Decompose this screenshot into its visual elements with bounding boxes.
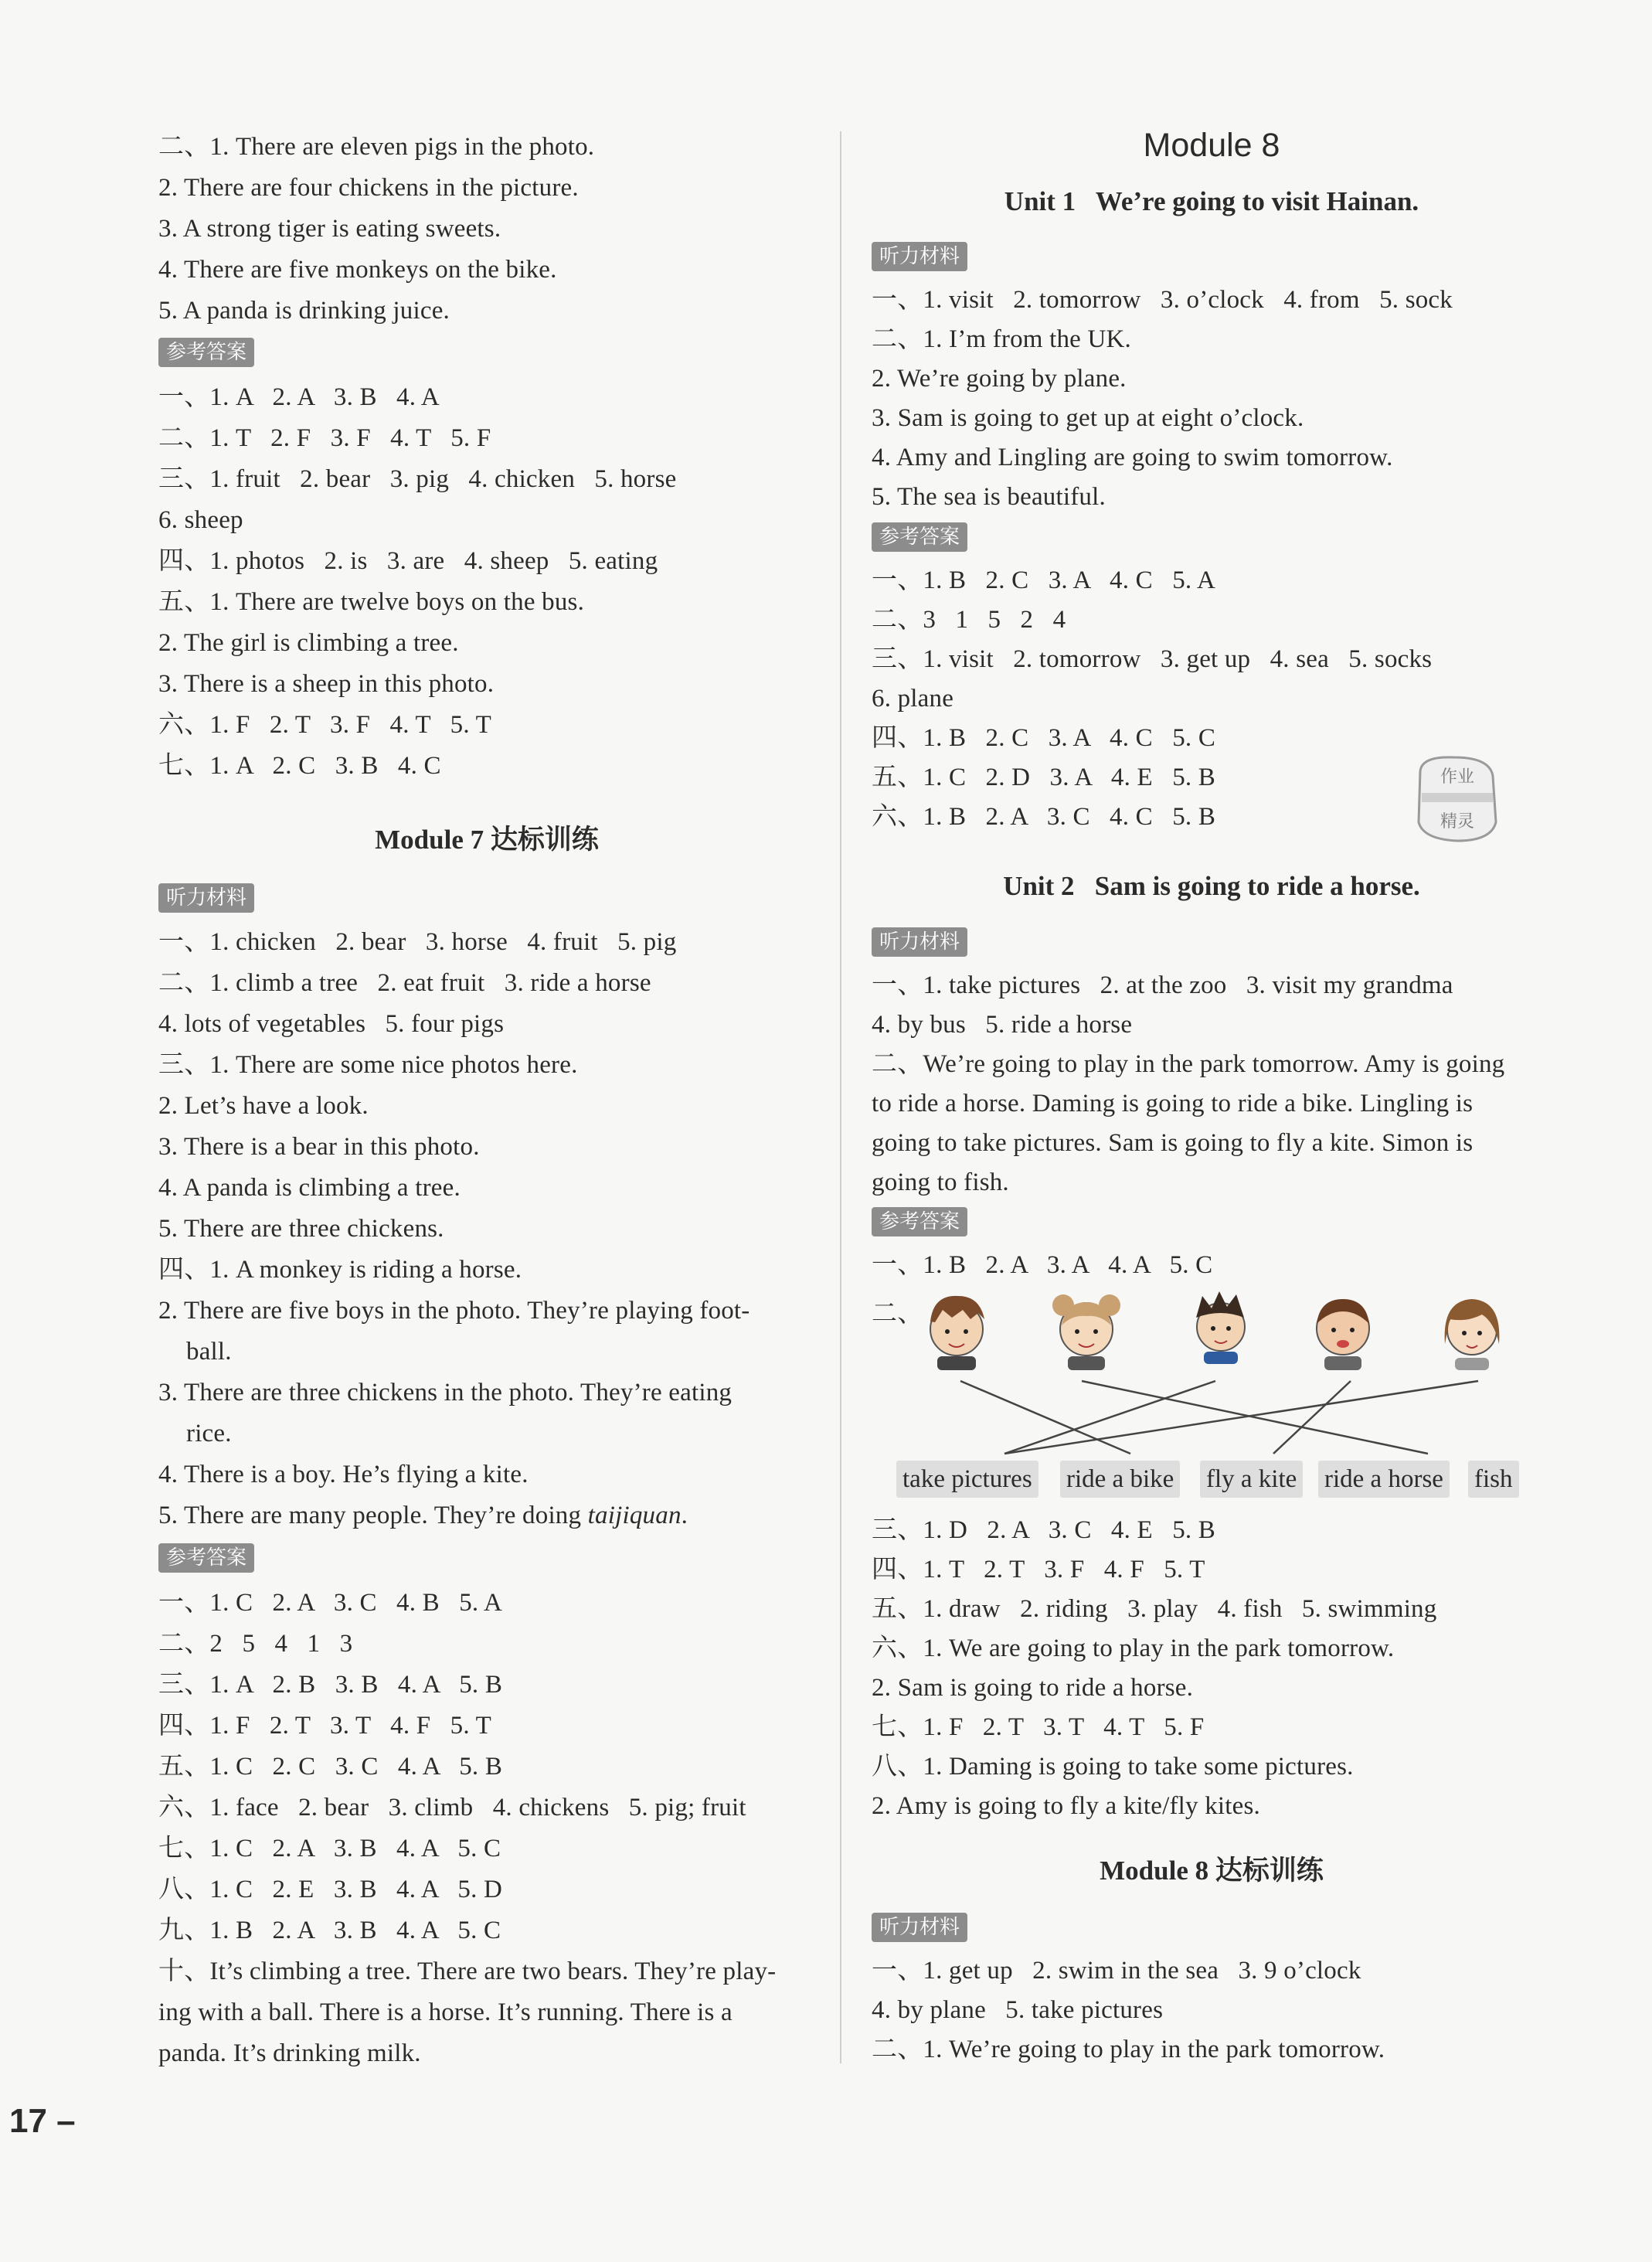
unit1-title: Unit 1 We’re going to visit Hainan. bbox=[1004, 186, 1419, 216]
italic-word: taijiquan bbox=[587, 1502, 682, 1529]
stamp-text-bottom: 精灵 bbox=[1440, 812, 1475, 832]
module8-heading: Module 8 bbox=[1143, 127, 1280, 164]
line: 三、1. fruit 2. bear 3. pig 4. chicken 5. horse bbox=[158, 465, 677, 493]
line: going to fish. bbox=[872, 1168, 1009, 1196]
line: 五、1. C 2. C 3. C 4. A 5. B bbox=[158, 1753, 503, 1781]
line: 二、1. I’m from the UK. bbox=[872, 325, 1131, 353]
line: 三、1. visit 2. tomorrow 3. get up 4. sea 5. socks bbox=[872, 645, 1433, 673]
line: 3. There are three chickens in the photo. They’re eating bbox=[158, 1379, 733, 1407]
line: 2. There are five boys in the photo. They’re playing foot- bbox=[158, 1297, 750, 1325]
page-number: 17 – bbox=[9, 2102, 76, 2140]
line: 一、1. visit 2. tomorrow 3. o’clock 4. from 5. sock bbox=[872, 286, 1453, 314]
line: 2. We’re going by plane. bbox=[872, 365, 1127, 393]
line: 十、It’s climbing a tree. There are two bears. They’re play- bbox=[158, 1958, 777, 1985]
line: 五、1. C 2. D 3. A 4. E 5. B bbox=[872, 764, 1216, 791]
line: 二、1. climb a tree 2. eat fruit 3. ride a horse bbox=[158, 969, 651, 997]
line: 二、We’re going to play in the park tomorrow. Amy is going bbox=[872, 1050, 1505, 1078]
answer-key-tag: 参考答案 bbox=[872, 522, 967, 552]
match-line bbox=[1004, 1381, 1215, 1454]
period: . bbox=[681, 1502, 688, 1529]
line-text: 5. There are many people. They’re doing bbox=[158, 1502, 588, 1529]
line: 六、1. F 2. T 3. F 4. T 5. T bbox=[158, 711, 491, 739]
line: 一、1. chicken 2. bear 3. horse 4. fruit 5. pig bbox=[158, 928, 677, 956]
line: ball. bbox=[186, 1338, 232, 1366]
match-word: fish bbox=[1468, 1461, 1519, 1498]
line: 二、3 1 5 2 4 bbox=[872, 606, 1066, 634]
line: 二、1. There are eleven pigs in the photo. bbox=[158, 133, 595, 161]
module7-title: Module 7 达标训练 bbox=[375, 825, 599, 855]
line: 一、1. B 2. C 3. A 4. C 5. A bbox=[872, 566, 1216, 594]
line: 一、1. C 2. A 3. C 4. B 5. A bbox=[158, 1589, 503, 1617]
line: 七、1. C 2. A 3. B 4. A 5. C bbox=[158, 1835, 501, 1862]
line: 4. lots of vegetables 5. four pigs bbox=[158, 1010, 505, 1038]
line: 一、1. A 2. A 3. B 4. A bbox=[158, 383, 440, 411]
line: 三、1. There are some nice photos here. bbox=[158, 1051, 578, 1079]
line: 6. sheep bbox=[158, 506, 243, 534]
line: 五、1. There are twelve boys on the bus. bbox=[158, 588, 585, 616]
line: 一、1. B 2. A 3. A 4. A 5. C bbox=[872, 1251, 1213, 1279]
match-line bbox=[1273, 1381, 1351, 1454]
column-divider bbox=[840, 131, 841, 2063]
line: 七、1. A 2. C 3. B 4. C bbox=[158, 752, 441, 780]
homework-stamp-icon bbox=[1406, 748, 1507, 849]
line: 5. The sea is beautiful. bbox=[872, 483, 1106, 511]
line: panda. It’s drinking milk. bbox=[158, 2039, 421, 2067]
line: 3. A strong tiger is eating sweets. bbox=[158, 215, 501, 243]
line: 八、1. C 2. E 3. B 4. A 5. D bbox=[158, 1876, 503, 1903]
line: 5. A panda is drinking juice. bbox=[158, 297, 450, 325]
line: rice. bbox=[186, 1420, 232, 1447]
boy-spiky-face-icon bbox=[1196, 1291, 1245, 1364]
line: 三、1. D 2. A 3. C 4. E 5. B bbox=[872, 1516, 1216, 1544]
line: 5. There are three chickens. bbox=[158, 1215, 444, 1243]
match-line bbox=[1082, 1381, 1428, 1454]
line: 3. There is a sheep in this photo. bbox=[158, 670, 495, 698]
line: 一、1. get up 2. swim in the sea 3. 9 o’clock bbox=[872, 1957, 1361, 1985]
listening-tag: 听力材料 bbox=[872, 1913, 967, 1942]
line: 四、1. F 2. T 3. T 4. F 5. T bbox=[158, 1712, 491, 1740]
listening-tag: 听力材料 bbox=[872, 927, 967, 957]
line: 六、1. face 2. bear 3. climb 4. chickens 5. pig; fruit bbox=[158, 1794, 746, 1822]
unit2-title: Unit 2 Sam is going to ride a horse. bbox=[1003, 871, 1420, 901]
line: 二、1. We’re going to play in the park tomorrow. bbox=[872, 2036, 1385, 2063]
line: 三、1. A 2. B 3. B 4. A 5. B bbox=[158, 1671, 503, 1699]
stamp-text-top: 作业 bbox=[1440, 767, 1475, 787]
line: 五、1. draw 2. riding 3. play 4. fish 5. swimming bbox=[872, 1595, 1437, 1623]
line: 3. There is a bear in this photo. bbox=[158, 1133, 480, 1161]
line bbox=[158, 1500, 688, 1531]
answer-key-tag: 参考答案 bbox=[158, 1543, 254, 1573]
line: 七、1. F 2. T 3. T 4. T 5. F bbox=[872, 1713, 1205, 1741]
girl-bob-face-icon bbox=[1445, 1299, 1500, 1370]
girl-face-icon bbox=[1052, 1294, 1120, 1370]
line: 6. plane bbox=[872, 685, 954, 713]
line: 3. Sam is going to get up at eight o’clock. bbox=[872, 404, 1304, 432]
boy-face-icon bbox=[930, 1296, 984, 1370]
line: 二、2 5 4 1 3 bbox=[158, 1630, 353, 1658]
line: 一、1. take pictures 2. at the zoo 3. visit my grandma bbox=[872, 971, 1453, 999]
line: 4. by plane 5. take pictures bbox=[872, 1996, 1164, 2024]
match-word: take pictures bbox=[896, 1461, 1038, 1498]
matching-label: 二、 bbox=[872, 1300, 923, 1328]
match-word: fly a kite bbox=[1200, 1461, 1303, 1498]
line: 2. There are four chickens in the picture. bbox=[158, 174, 579, 202]
line: 四、1. T 2. T 3. F 4. F 5. T bbox=[872, 1556, 1205, 1583]
line: 2. Let’s have a look. bbox=[158, 1092, 369, 1120]
line: 四、1. A monkey is riding a horse. bbox=[158, 1256, 522, 1284]
listening-tag: 听力材料 bbox=[872, 242, 967, 271]
line: 八、1. Daming is going to take some pictures. bbox=[872, 1753, 1354, 1781]
match-word: ride a bike bbox=[1060, 1461, 1180, 1498]
line: 二、1. T 2. F 3. F 4. T 5. F bbox=[158, 424, 491, 452]
listening-tag: 听力材料 bbox=[158, 883, 254, 913]
answer-key-tag: 参考答案 bbox=[158, 338, 254, 367]
line: 2. The girl is climbing a tree. bbox=[158, 629, 459, 657]
line: 四、1. photos 2. is 3. are 4. sheep 5. eating bbox=[158, 547, 658, 575]
line: to ride a horse. Daming is going to ride a bike. Lingling is bbox=[872, 1090, 1474, 1117]
match-line bbox=[1004, 1381, 1478, 1454]
line: 2. Amy is going to fly a kite/fly kites. bbox=[872, 1792, 1260, 1820]
match-word: ride a horse bbox=[1318, 1461, 1450, 1498]
line: 4. There is a boy. He’s flying a kite. bbox=[158, 1461, 529, 1488]
line: 4. by bus 5. ride a horse bbox=[872, 1011, 1133, 1039]
line: 4. A panda is climbing a tree. bbox=[158, 1174, 461, 1202]
line: ing with a ball. There is a horse. It’s running. There is a bbox=[158, 1998, 733, 2026]
line: 九、1. B 2. A 3. B 4. A 5. C bbox=[158, 1917, 501, 1944]
line: 4. Amy and Lingling are going to swim tomorrow. bbox=[872, 444, 1393, 471]
line: 六、1. We are going to play in the park tomorrow. bbox=[872, 1634, 1395, 1662]
line: 六、1. B 2. A 3. C 4. C 5. B bbox=[872, 803, 1216, 831]
line: 4. There are five monkeys on the bike. bbox=[158, 256, 557, 284]
boy-round-face-icon bbox=[1317, 1299, 1369, 1370]
match-line bbox=[960, 1381, 1130, 1454]
answer-key-tag: 参考答案 bbox=[872, 1207, 967, 1236]
line: going to take pictures. Sam is going to fly a kite. Simon is bbox=[872, 1129, 1474, 1157]
line: 四、1. B 2. C 3. A 4. C 5. C bbox=[872, 724, 1216, 752]
module8-practice-title: Module 8 达标训练 bbox=[1100, 1856, 1324, 1886]
line: 2. Sam is going to ride a horse. bbox=[872, 1674, 1194, 1702]
